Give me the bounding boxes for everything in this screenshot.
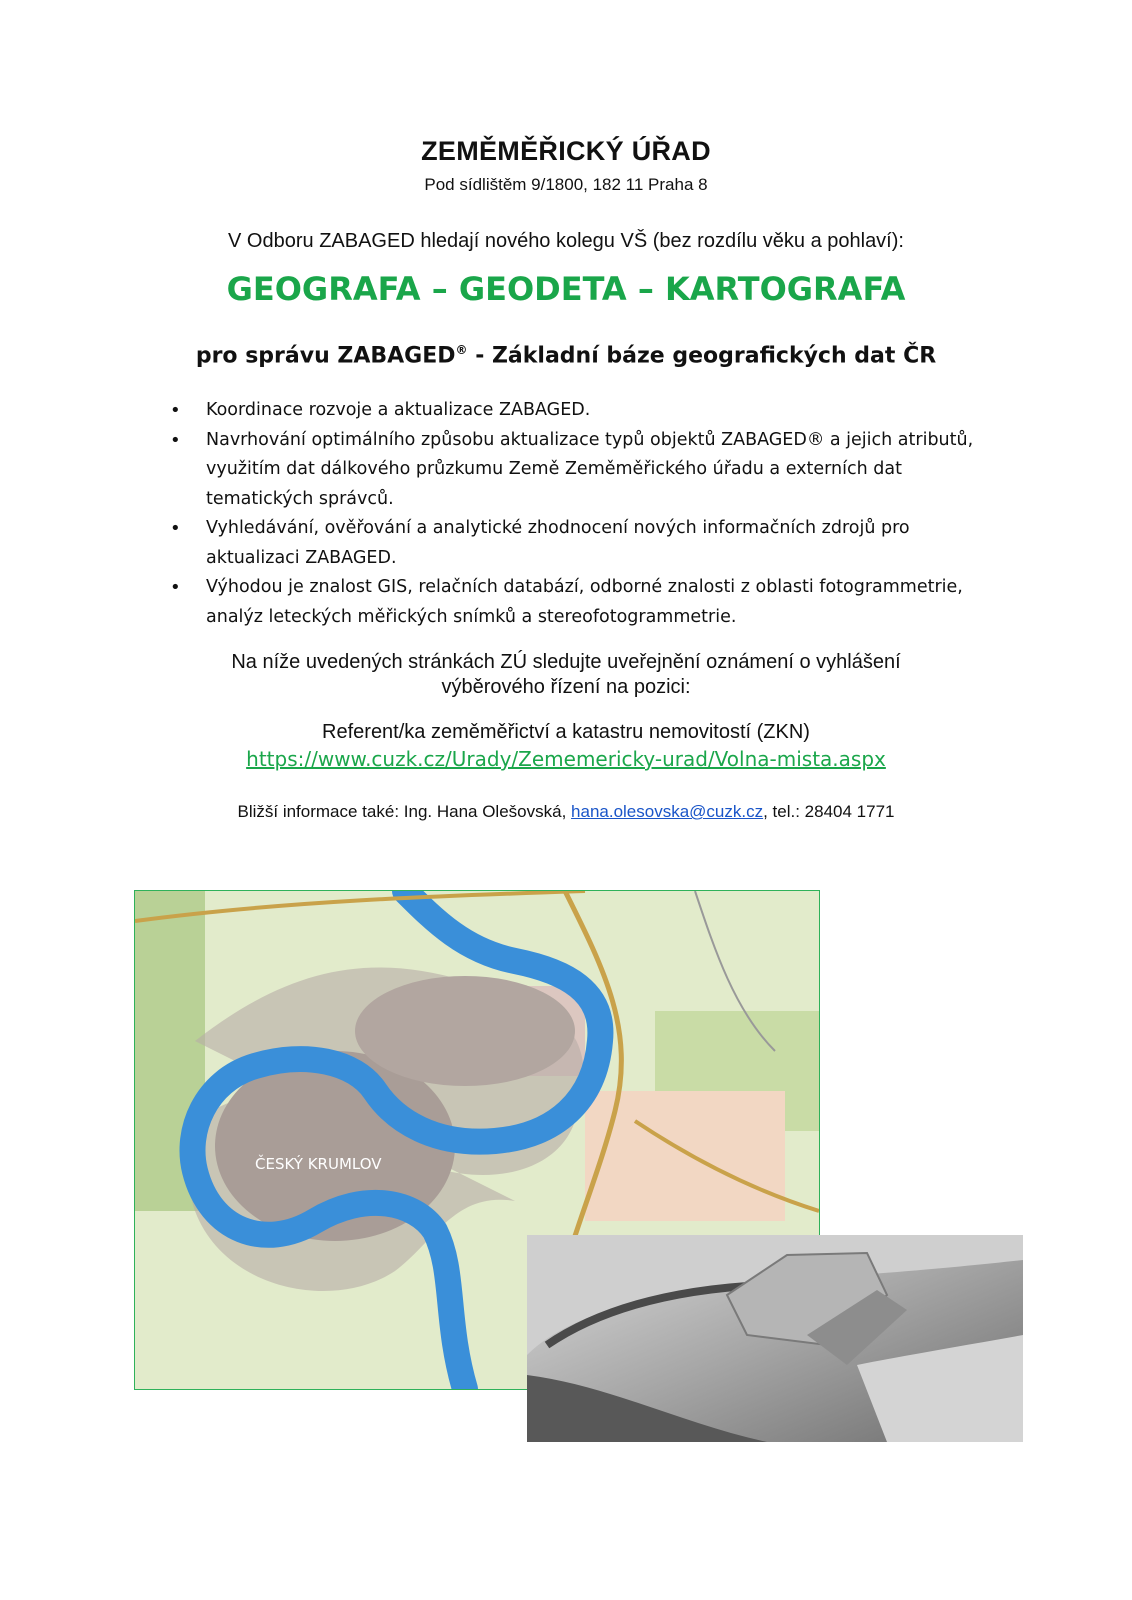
- subheadline-part-1: pro správu ZABAGED: [195, 343, 456, 369]
- headline: GEOGRAFA – GEODETA – KARTOGRAFA: [226, 270, 906, 308]
- contact-prefix: Bližší informace také: Ing. Hana Olešovská,: [237, 802, 572, 821]
- duty-item: • Navrhování optimálního způsobu aktualizace typů objektů ZABAGED® a jejich atributů, využitím dat dálkového průzkumu Země Zeměměřického úřadu a externích dat tematických správců.: [170, 426, 990, 515]
- relief-drawing: [527, 1235, 1023, 1442]
- intro-text: V Odboru ZABAGED hledají nového kolegu VŠ (bez rozdílu věku a pohlaví):: [228, 230, 904, 252]
- email-link[interactable]: hana.olesovska@cuzk.cz: [571, 802, 764, 821]
- duty-item: • Koordinace rozvoje a aktualizace ZABAGED.: [170, 396, 990, 426]
- duties-list: [170, 396, 990, 632]
- duty-item: • Vyhledávání, ověřování a analytické zhodnocení nových informačních zdrojů pro aktualizaci ZABAGED.: [170, 514, 990, 573]
- position-title: Referent/ka zeměměřictví a katastru nemovitostí (ZKN): [322, 721, 810, 743]
- contact-info: [0, 802, 1132, 822]
- duty-item: • Výhodou je znalost GIS, relačních databází, odborné znalosti z oblasti fotogrammetrie, analýz leteckých měřických snímků a stereofotogrammetrie.: [170, 573, 990, 632]
- organization-address: Pod sídlištěm 9/1800, 182 11 Praha 8: [424, 175, 708, 194]
- terrain-relief-image: [527, 1235, 1023, 1442]
- notice-text: [0, 650, 1132, 700]
- subheadline: [0, 343, 1132, 368]
- contact-suffix: , tel.: 28404 1771: [763, 802, 895, 821]
- town-label: ČESKÝ KRUMLOV: [255, 1155, 382, 1173]
- job-listing-link[interactable]: https://www.cuzk.cz/Urady/Zememericky-urad/Volna-mista.aspx: [246, 747, 886, 771]
- notice-line-1: Na níže uvedených stránkách ZÚ sledujte uveřejnění oznámení o vyhlášení: [231, 651, 901, 673]
- subheadline-part-2: - Základní báze geografických dat ČR: [467, 343, 937, 369]
- organization-name: ZEMĚMĚŘICKÝ ÚŘAD: [421, 136, 711, 166]
- registered-mark: ®: [455, 343, 468, 357]
- upper-town: [355, 976, 575, 1086]
- notice-line-2: výběrového řízení na pozici:: [441, 676, 691, 698]
